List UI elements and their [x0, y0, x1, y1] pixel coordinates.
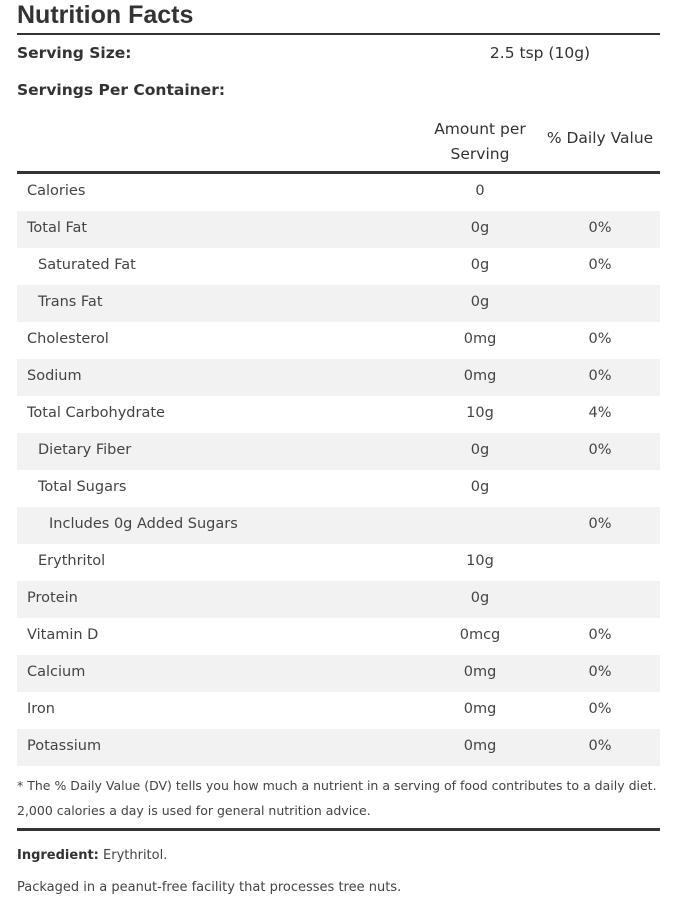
- nutrient-amount: 0g: [470, 220, 490, 236]
- nutrient-name: Total Fat: [27, 220, 88, 236]
- nutrient-amount: 0: [475, 183, 485, 199]
- ingredient-label: Ingredient:: [17, 848, 99, 863]
- table-row: [17, 470, 660, 507]
- nutrient-name: Calories: [27, 183, 86, 199]
- nutrient-daily-value: 0%: [588, 257, 612, 273]
- nutrient-amount: 10g: [466, 553, 494, 569]
- nutrient-name: Calcium: [27, 664, 86, 680]
- nutrient-amount: 0mg: [463, 664, 497, 680]
- nutrient-amount: 0g: [470, 479, 490, 495]
- nutrient-daily-value: 0%: [588, 331, 612, 347]
- nutrient-amount: 0g: [470, 294, 490, 310]
- serving-size-value: 2.5 tsp (10g): [489, 44, 591, 62]
- table-row: [17, 433, 660, 470]
- nutrient-amount: 0mg: [463, 738, 497, 754]
- nutrient-daily-value: 0%: [588, 738, 612, 754]
- nutrient-name: Total Sugars: [38, 479, 127, 495]
- table-row: [17, 322, 660, 359]
- nutrient-amount: 0mcg: [459, 627, 501, 643]
- table-row: [17, 692, 660, 729]
- bottom-divider: [17, 828, 660, 831]
- nutrient-name: Erythritol: [38, 553, 106, 569]
- table-row: [17, 507, 660, 544]
- ingredient-line: [17, 848, 167, 863]
- nutrient-daily-value: 0%: [588, 368, 612, 384]
- nutrient-name: Potassium: [27, 738, 102, 754]
- allergen-note: Packaged in a peanut-free facility that processes tree nuts.: [17, 880, 402, 895]
- table-row: [17, 359, 660, 396]
- top-divider: [17, 33, 660, 35]
- nutrient-name: Trans Fat: [38, 294, 103, 310]
- nutrient-name: Sodium: [27, 368, 82, 384]
- nutrient-amount: 0g: [470, 442, 490, 458]
- servings-per-container-label: Servings Per Container:: [17, 81, 226, 99]
- table-row: [17, 729, 660, 766]
- nutrient-daily-value: 4%: [588, 405, 612, 421]
- table-row: [17, 174, 660, 211]
- panel-title: Nutrition Facts: [17, 1, 194, 29]
- nutrient-amount: 0mg: [463, 701, 497, 717]
- nutrient-amount: 0mg: [463, 368, 497, 384]
- nutrient-daily-value: 0%: [588, 701, 612, 717]
- nutrient-amount: 0mg: [463, 331, 497, 347]
- nutrient-daily-value: 0%: [588, 664, 612, 680]
- nutrient-name: Saturated Fat: [38, 257, 136, 273]
- nutrient-name: Dietary Fiber: [38, 442, 132, 458]
- nutrient-name: Protein: [27, 590, 78, 606]
- column-header-daily-value: % Daily Value: [546, 129, 654, 147]
- nutrient-amount: 10g: [466, 405, 494, 421]
- daily-value-footnote: * The % Daily Value (DV) tells you how much a nutrient in a serving of food contributes to a daily diet. 2,000 calories a day is used for general nutrition advice.: [17, 778, 657, 818]
- table-row: [17, 655, 660, 692]
- nutrient-name: Includes 0g Added Sugars: [49, 516, 238, 532]
- nutrient-name: Iron: [27, 701, 55, 717]
- ingredient-value: Erythritol.: [103, 848, 168, 863]
- nutrient-name: Total Carbohydrate: [27, 405, 165, 421]
- nutrient-daily-value: 0%: [588, 442, 612, 458]
- serving-size-label: Serving Size:: [17, 44, 132, 62]
- nutrient-name: Vitamin D: [27, 627, 99, 643]
- nutrient-daily-value: 0%: [588, 627, 612, 643]
- table-row: [17, 285, 660, 322]
- nutrient-amount: 0g: [470, 590, 490, 606]
- table-row: [17, 581, 660, 618]
- table-row: [17, 396, 660, 433]
- column-header-amount: Amount per Serving: [434, 120, 526, 163]
- table-row: [17, 248, 660, 285]
- table-row: [17, 618, 660, 655]
- nutrient-amount: 0g: [470, 257, 490, 273]
- nutrient-daily-value: 0%: [588, 220, 612, 236]
- table-row: [17, 211, 660, 248]
- nutrient-table: [17, 174, 660, 766]
- nutrient-daily-value: 0%: [588, 516, 612, 532]
- table-row: [17, 544, 660, 581]
- nutrient-name: Cholesterol: [27, 331, 109, 347]
